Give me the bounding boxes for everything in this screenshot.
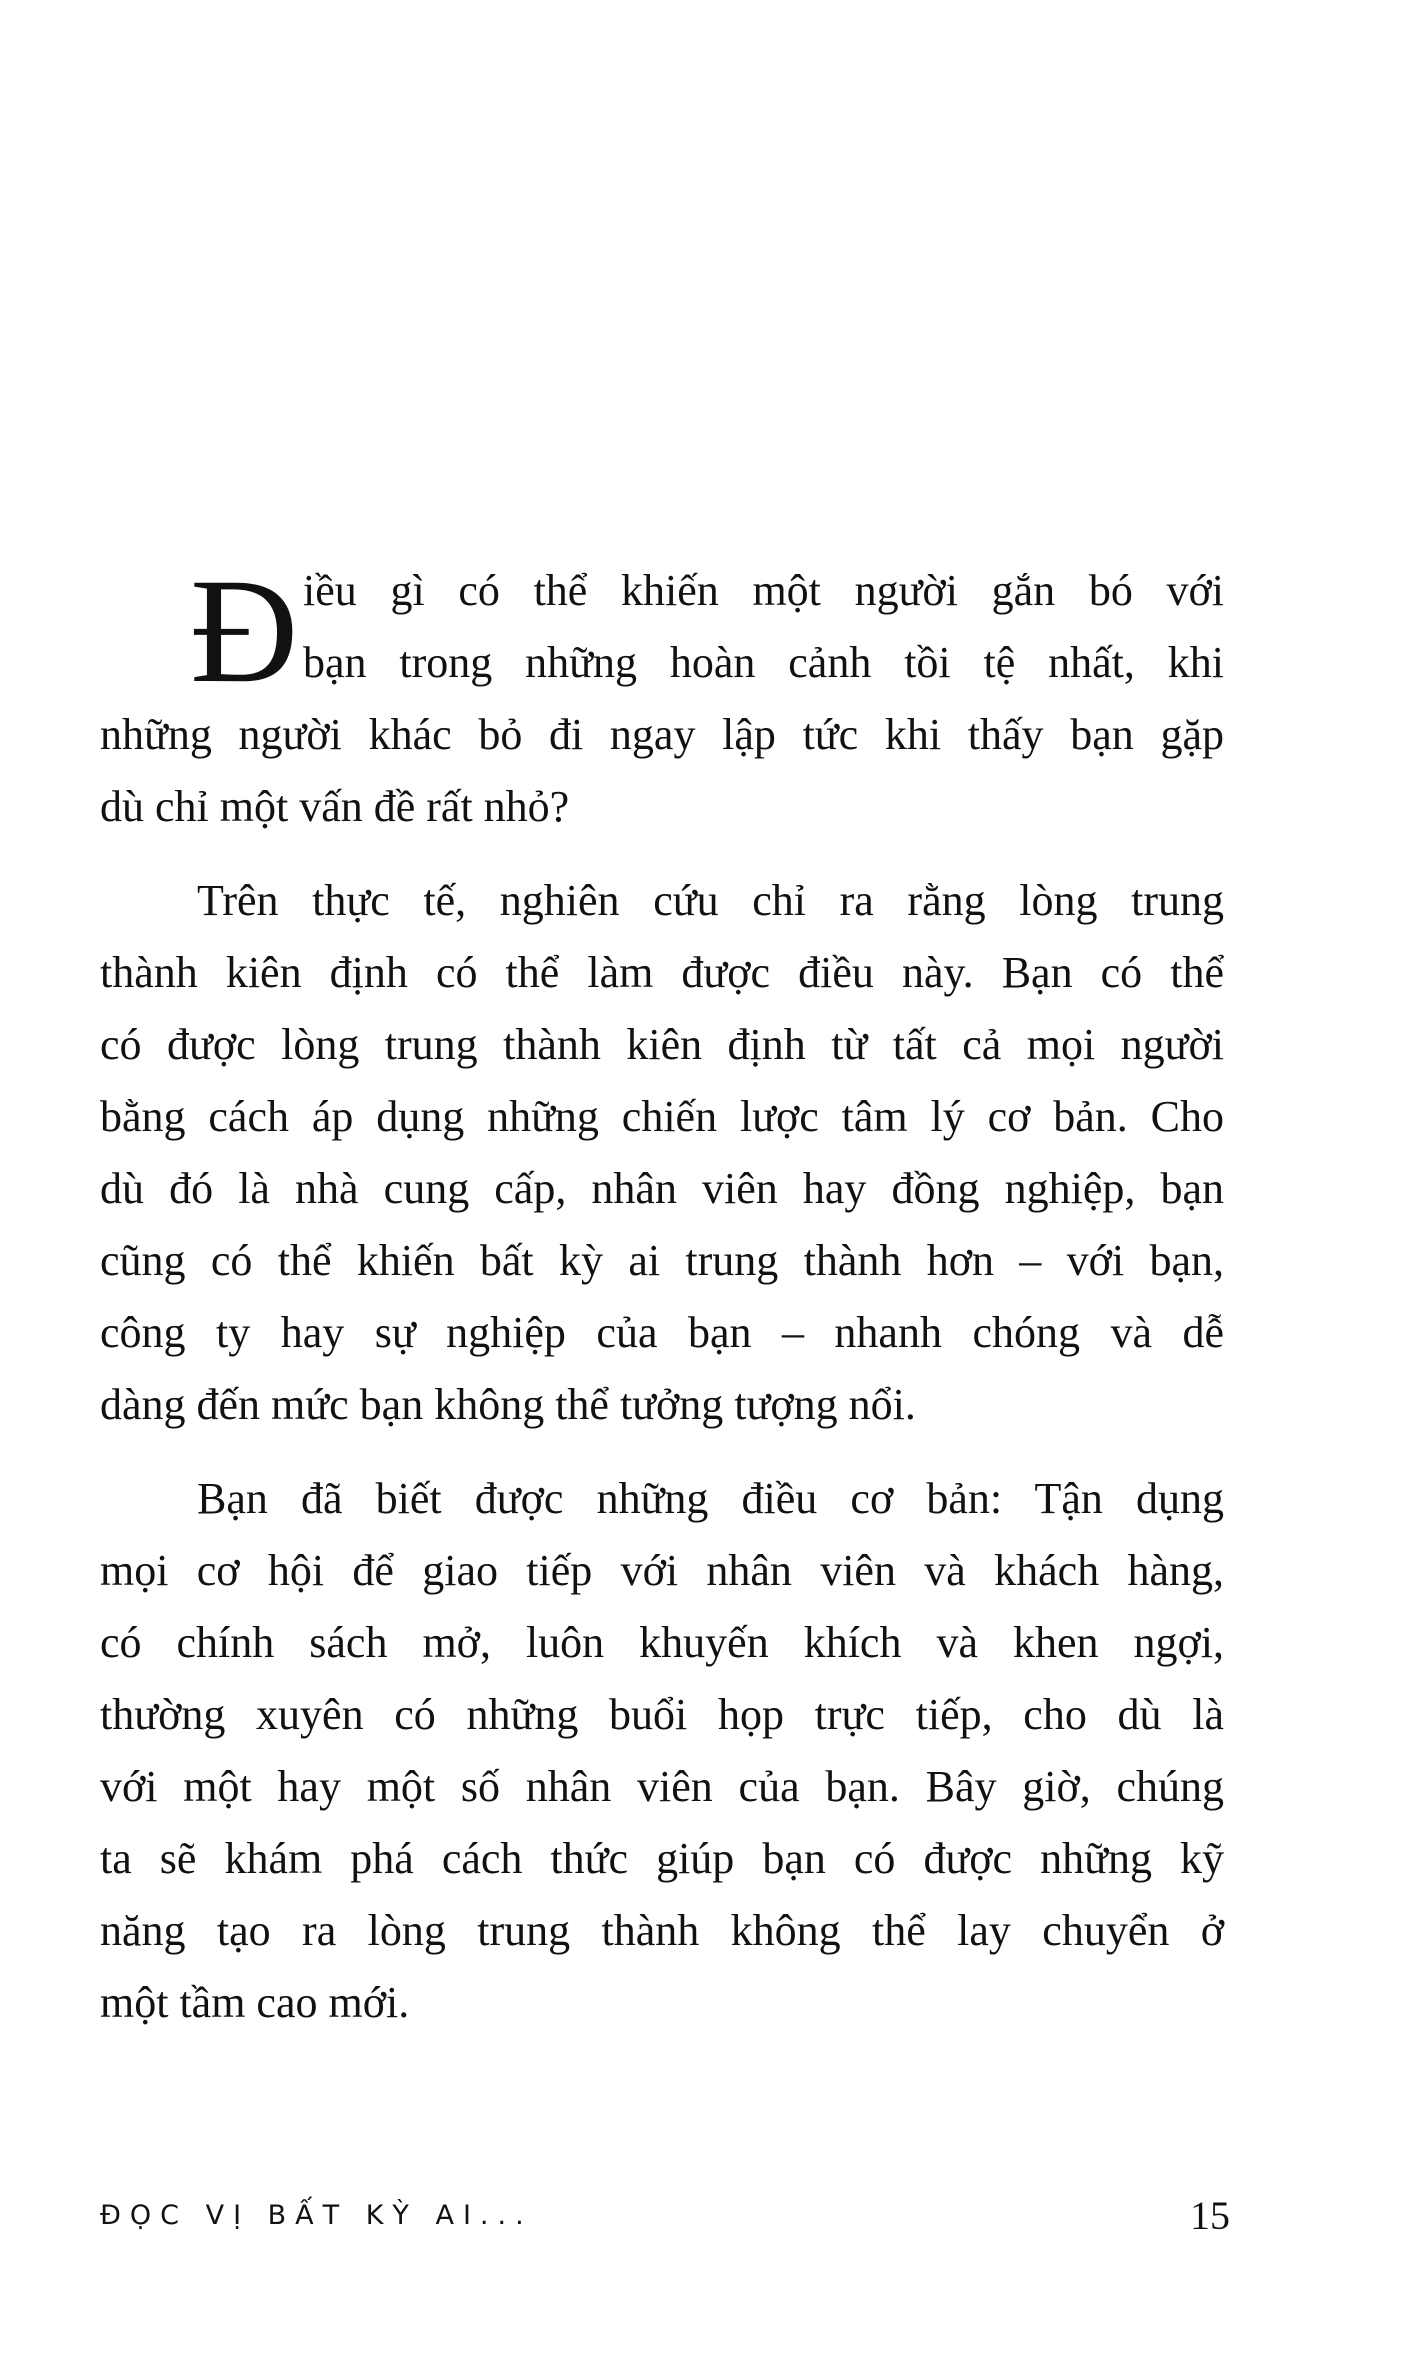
text-line: dù chỉ một vấn đề rất nhỏ? [100,782,570,831]
text-line: với một hay một số nhân viên của bạn. Bây giờ, chúng [100,1762,1224,1811]
text-line: những người khác bỏ đi ngay lập tức khi thấy bạn gặp [100,710,1224,759]
body-text [100,548,1224,2061]
text-line: một tầm cao mới. [100,1978,410,2027]
running-footer-title: ĐỌC VỊ BẤT KỲ AI... [100,2200,533,2231]
text-line: có chính sách mở, luôn khuyến khích và khen ngợi, [100,1618,1224,1667]
text-line: ta sẽ khám phá cách thức giúp bạn có được những kỹ [100,1834,1224,1883]
paragraph-2 [100,865,1224,1441]
text-line: iều gì có thể khiến một người gắn bó với [303,566,1224,615]
text-line: Trên thực tế, nghiên cứu chỉ ra rằng lòng trung [197,876,1224,925]
text-line: có được lòng trung thành kiên định từ tất cả mọi người [100,1020,1224,1069]
text-line: Bạn đã biết được những điều cơ bản: Tận dụng [197,1474,1224,1523]
page-number: 15 [1190,2193,1230,2238]
text-line: mọi cơ hội để giao tiếp với nhân viên và khách hàng, [100,1546,1224,1595]
text-line: bạn trong những hoàn cảnh tồi tệ nhất, khi [303,638,1224,687]
text-line: cũng có thể khiến bất kỳ ai trung thành hơn – với bạn, [100,1236,1224,1285]
text-line: bằng cách áp dụng những chiến lược tâm lý cơ bản. Cho [100,1092,1224,1141]
text-line: năng tạo ra lòng trung thành không thể lay chuyển ở [100,1906,1224,1955]
paragraph-1 [100,548,1224,843]
text-line: thành kiên định có thể làm được điều này. Bạn có thể [100,948,1224,997]
text-line: thường xuyên có những buổi họp trực tiếp, cho dù là [100,1690,1224,1739]
paragraph-3 [100,1463,1224,2039]
drop-cap: Đ [190,548,299,714]
text-line: dù đó là nhà cung cấp, nhân viên hay đồng nghiệp, bạn [100,1164,1224,1213]
text-line: dàng đến mức bạn không thể tưởng tượng nổi. [100,1380,916,1429]
text-line: công ty hay sự nghiệp của bạn – nhanh chóng và dễ [100,1308,1224,1357]
